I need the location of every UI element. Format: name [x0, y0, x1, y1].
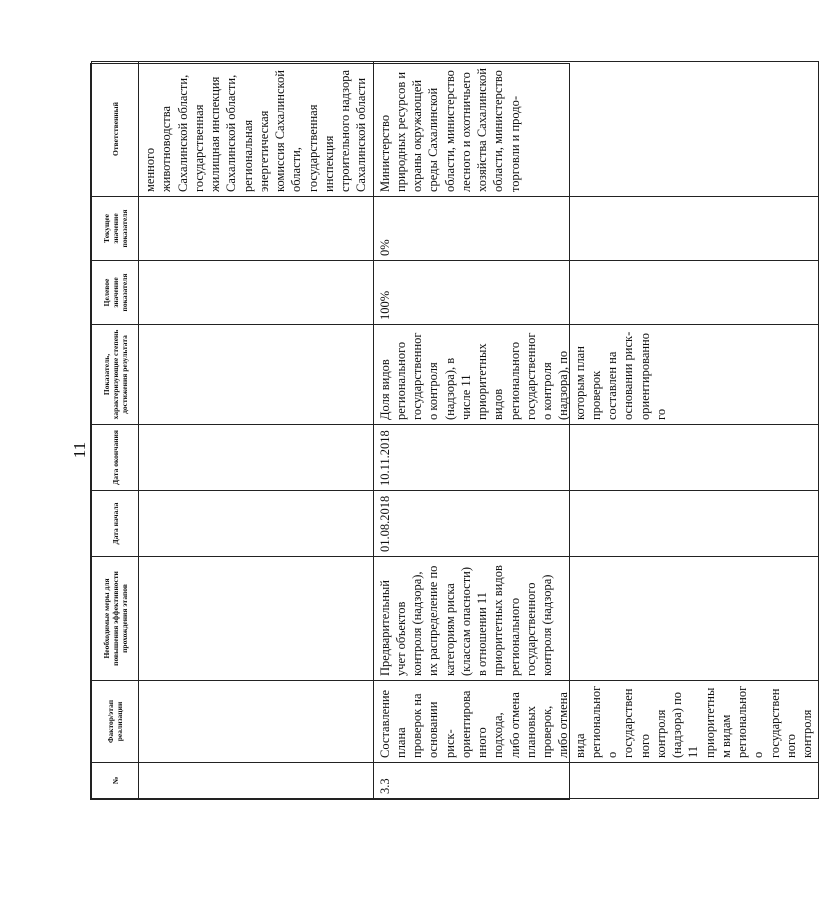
cell-current-value	[139, 197, 374, 261]
header-num: №	[92, 763, 139, 799]
header-responsible: Ответственный	[92, 62, 139, 197]
header-current-value: Текущее значение показателя	[92, 197, 139, 261]
header-start-date: Дата начала	[92, 491, 139, 557]
cell-start-date	[139, 491, 374, 557]
rotated-table-container	[90, 63, 814, 800]
cell-num	[139, 763, 374, 799]
cell-current-value: 0%	[373, 197, 819, 261]
roadmap-table	[91, 61, 819, 799]
cell-indicator	[139, 325, 374, 425]
cell-end-date	[139, 425, 374, 491]
header-target-value: Целевое значение показателя	[92, 261, 139, 325]
cell-end-date: 10.11.2018	[373, 425, 819, 491]
cell-start-date: 01.08.2018	[373, 491, 819, 557]
cell-indicator: Доля видов регионального государственного контроля (надзора), в числе 11 приоритетных видов регионального государственного контроля (надзора), по которым план проверок составлен на основании риск-ориентированного	[373, 325, 819, 425]
table-row	[373, 62, 819, 799]
header-indicator: Показатель, характеризующие степень достижения результата	[92, 325, 139, 425]
table-row	[139, 62, 374, 799]
header-factor: Фактор/этап реализации	[92, 681, 139, 763]
header-measures: Необходимые меры для повышения эффективности прохождения этапов	[92, 557, 139, 681]
cell-factor	[139, 681, 374, 763]
table-header-row	[92, 62, 139, 799]
cell-factor: Составление плана проверок на основании риск-ориентированного подхода, либо отмена плановых проверок, либо отмена вида регионального государственного контроля (надзора) по 11 приоритетным видам регионального государственного контроля	[373, 681, 819, 763]
cell-num: 3.3	[373, 763, 819, 799]
cell-measures	[139, 557, 374, 681]
cell-target-value: 100%	[373, 261, 819, 325]
header-end-date: Дата окончания	[92, 425, 139, 491]
page-number: 11	[70, 441, 89, 459]
cell-target-value	[139, 261, 374, 325]
cell-responsible: Министерство природных ресурсов и охраны окружающей среды Сахалинской области, министерство лесного и охотничьего хозяйства Сахалинской области, министерство торговли и продо-	[373, 62, 819, 197]
cell-measures: Предварительный учет объектов контроля (надзора), их распределение по категориям риска (классам опасности) в отношении 11 приоритетных видов регионального государственного контроля (надзора)	[373, 557, 819, 681]
cell-responsible: менного животноводства Сахалинской области, государственная жилищная инспекция Сахалинской области, региональная энергетическая комиссия Сахалинской области, государственная инспекция строительного надзора Сахалинской области	[139, 62, 374, 197]
